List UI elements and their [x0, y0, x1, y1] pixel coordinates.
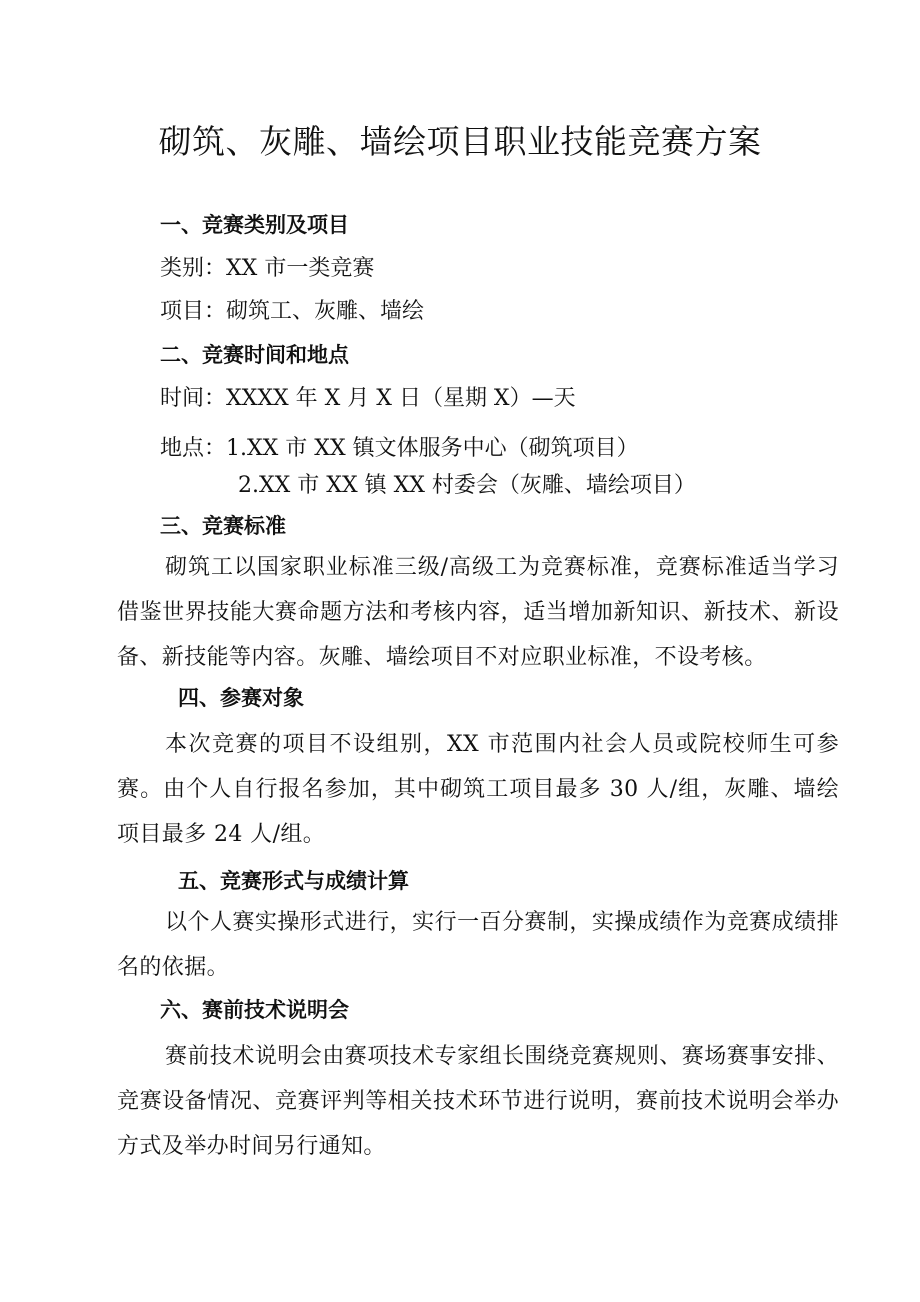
project-line: 项目：砌筑工、灰雕、墙绘 [160, 299, 425, 324]
document-title: 砌筑、灰雕、墙绘项目职业技能竞赛方案 [158, 122, 762, 161]
time-line: 时间：XXXX 年 X 月 X 日（星期 X）—天 [160, 386, 576, 411]
section-1-heading: 一、竞赛类别及项目 [160, 213, 349, 237]
participants-paragraph: 本次竞赛的项目不设组别，XX 市范围内社会人员或院校师生可参赛。由个人自行报名参加，其中砌筑工项目最多 30 人/组，灰雕、墙绘项目最多 24 人/组。 [117, 732, 839, 847]
section-4-heading: 四、参赛对象 [178, 686, 304, 710]
location-line-2: 2.XX 市 XX 镇 XX 村委会（灰雕、墙绘项目） [238, 473, 696, 498]
category-line: 类别：XX 市一类竞赛 [160, 256, 375, 281]
section-3-heading: 三、竞赛标准 [160, 514, 286, 538]
section-2-heading: 二、竞赛时间和地点 [160, 343, 349, 367]
section-6-heading: 六、赛前技术说明会 [160, 998, 349, 1022]
briefing-paragraph: 赛前技术说明会由赛项技术专家组长围绕竞赛规则、赛场赛事安排、竞赛设备情况、竞赛评判等相关技术环节进行说明，赛前技术说明会举办方式及举办时间另行通知。 [117, 1044, 839, 1159]
location-line-1: 地点：1.XX 市 XX 镇文体服务中心（砌筑项目） [160, 436, 639, 461]
format-paragraph: 以个人赛实操形式进行，实行一百分赛制，实操成绩作为竞赛成绩排名的依据。 [117, 910, 839, 980]
section-5-heading: 五、竞赛形式与成绩计算 [178, 869, 409, 893]
standards-paragraph: 砌筑工以国家职业标准三级/高级工为竞赛标准，竞赛标准适当学习借鉴世界技能大赛命题方法和考核内容，适当增加新知识、新技术、新设备、新技能等内容。灰雕、墙绘项目不对应职业标准，不设考核。 [117, 555, 839, 670]
